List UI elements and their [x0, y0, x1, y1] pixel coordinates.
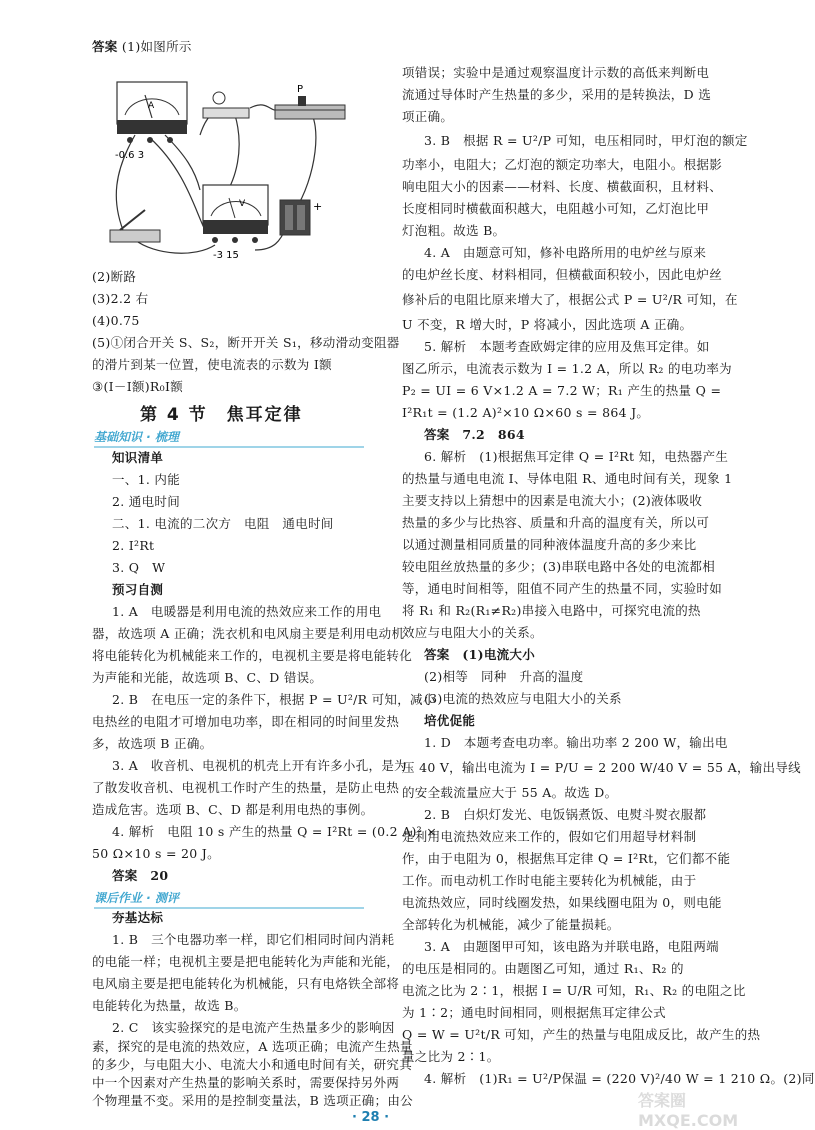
text-line: 1. D 本题考查电功率。输出功率 2 200 W，输出电: [424, 735, 728, 750]
text-line: 将 R₁ 和 R₂(R₁≠R₂)串接入电路中，可探究电流的热: [402, 603, 701, 618]
text-line: 项错误；实验中是通过观察温度计示数的高低来判断电: [402, 65, 710, 80]
answer-5a: (5)①闭合开关 S、S₂，断开开关 S₁，移动滑动变阻器: [92, 335, 400, 350]
section-tag-homework: 课后作业 · 测评: [94, 891, 179, 905]
voltmeter-label: V: [239, 199, 246, 209]
text-line: 了散发收音机、电视机工作时产生的热量，是防止电热: [92, 780, 400, 795]
text-line: I²R₁t = (1.2 A)²×10 Ω×60 s = 864 J。: [402, 405, 650, 420]
text-line: 功率小，电阻大；乙灯泡的额定功率大，电阻小。根据影: [402, 157, 723, 172]
text-line: 器，故选项 A 正确；洗衣机和电风扇主要是利用电动机: [92, 626, 405, 641]
battery-plus: +: [313, 200, 323, 213]
text-line: 3. A 由题图甲可知，该电路为并联电路，电阻两端: [424, 939, 719, 954]
text-line: 是利用电流热效应来工作的，假如它们用超导材料制: [402, 829, 697, 844]
text-line: 2. B 在电压一定的条件下，根据 P = U²/R 可知，减小: [112, 692, 436, 707]
text-line: 项正确。: [402, 109, 454, 124]
answer-5c: ③(I－I额)R₀I额: [92, 379, 183, 394]
answer-5b: 的滑片到某一位置，使电流表的示数为 I额: [92, 357, 332, 372]
rheostat: [275, 84, 345, 119]
page-number: · 28 ·: [352, 1110, 390, 1125]
subheading: 知识清单: [112, 450, 164, 465]
answer-4: (4)0.75: [92, 313, 140, 328]
list-item: 2. I²Rt: [112, 538, 155, 553]
answer-line: 答案 20: [112, 868, 169, 883]
text-line: 多，故选项 B 正确。: [92, 736, 213, 751]
text-line: 响电阻大小的因素——材料、长度、横截面积，且材料、: [402, 179, 723, 194]
ammeter-range: -0.6 3: [115, 150, 145, 161]
text-line: 主要支持以上猜想中的因素是电流大小；(2)液体吸收: [402, 493, 703, 508]
text-line: 长度相同时横截面积越大，电阻越小可知，乙灯泡比甲: [402, 201, 710, 216]
text-line: 6. 解析 (1)根据焦耳定律 Q = I²Rt 知，电热器产生: [424, 449, 729, 464]
section-tag-basic: 基础知识 · 梳理: [94, 430, 179, 444]
text-line: 较电阻丝放热量的多少；(3)串联电路中各处的电流都相: [402, 559, 716, 574]
subheading: 培优促能: [424, 713, 476, 728]
list-item: 二、1. 电流的二次方 电阻 通电时间: [112, 516, 334, 531]
answer-line: [92, 40, 192, 54]
text-line: 个物理量不变。采用的是控制变量法，B 选项正确；由公: [92, 1093, 413, 1108]
text-line: (2)相等 同种 升高的温度: [424, 669, 584, 684]
section-rule: [94, 446, 364, 448]
answer-text: (1)如图所示: [121, 39, 192, 54]
section-rule: [94, 907, 364, 909]
text-line: 50 Ω×10 s = 20 J。: [92, 846, 220, 861]
text-line: 全部转化为机械能，减少了能量损耗。: [402, 917, 620, 932]
text-line: (3)电流的热效应与电阻大小的关系: [424, 691, 622, 706]
text-line: 的热量与通电电流 I、导体电阻 R、通电时间有关，现象 1: [402, 471, 733, 486]
text-line: 热量的多少与比热容、质量和升高的温度有关，所以可: [402, 515, 710, 530]
subheading: 夯基达标: [112, 910, 164, 925]
text-line: 量之比为 2∶1。: [402, 1049, 500, 1064]
text-line: 电流热效应，同时线圈发热，如果线圈电阻为 0，则电能: [402, 895, 722, 910]
text-line: 效应与电阻大小的关系。: [402, 625, 543, 640]
text-line: 的电炉丝长度、材料相同，但横截面积较小，因此电炉丝: [402, 267, 723, 282]
text-line: 2. B 白炽灯发光、电饭锅煮饭、电熨斗熨衣服都: [424, 807, 707, 822]
text-line: 的多少，与电阻大小、电流大小和通电时间有关，研究其: [92, 1057, 413, 1072]
text-line: 图乙所示，电流表示数为 I = 1.2 A，所以 R₂ 的电功率为: [402, 361, 732, 376]
text-line: 的电压是相同的。由题图乙可知，通过 R₁、R₂ 的: [402, 961, 684, 976]
subheading: 预习自测: [112, 582, 164, 597]
list-item: 3. Q W: [112, 560, 166, 575]
text-line: 压 40 V，输出电流为 I = P/U = 2 200 W/40 V = 55 A，输出导线: [402, 760, 801, 775]
watermark-logo: [638, 1088, 739, 1130]
text-line: 素，探究的是电流的热效应，A 选项正确；电流产生热量: [92, 1039, 413, 1054]
text-line: 灯泡粗。故选 B。: [402, 223, 506, 238]
text-line: 以通过测量相同质量的同种液体温度升高的多少来比: [402, 537, 697, 552]
text-line: 4. 解析 电阻 10 s 产生的热量 Q = I²Rt = (0.2 A)² ×: [112, 824, 437, 839]
text-line: 等，通电时间相等，阻值不同产生的热量不同，实验时如: [402, 581, 723, 596]
text-line: 2. C 该实验探究的是电流产生热量多少的影响因: [112, 1020, 395, 1035]
bulb: [203, 92, 249, 118]
list-item: 一、1. 内能: [112, 472, 180, 487]
text-line: 流通过导体时产生热量的多少，采用的是转换法，D 选: [402, 87, 711, 102]
switch: [110, 210, 160, 242]
text-line: U 不变，R 增大时，P 将减小，因此选项 A 正确。: [402, 317, 693, 332]
text-line: 为 1∶2；通电时间相同，则根据焦耳定律公式: [402, 1005, 666, 1020]
answer-line: 答案 7.2 864: [424, 427, 525, 442]
chapter-title: 第 4 节 焦耳定律: [140, 405, 303, 425]
text-line: 工作。而电动机工作时电能主要转化为机械能，由于: [402, 873, 697, 888]
ammeter-label: A: [148, 101, 155, 111]
text-line: 修补后的电阻比原来增大了，根据公式 P = U²/R 可知，在: [402, 292, 738, 307]
text-line: 电风扇主要是把电能转化为机械能，只有电烙铁全部将: [92, 976, 400, 991]
circuit-diagram: [95, 60, 355, 260]
rheostat-label: P: [297, 84, 304, 95]
text-line: 5. 解析 本题考查欧姆定律的应用及焦耳定律。如: [424, 339, 710, 354]
text-line: 1. A 电暖器是利用电流的热效应来工作的用电: [112, 604, 382, 619]
text-line: 3. B 根据 R = U²/P 可知，电压相同时，甲灯泡的额定: [424, 133, 748, 148]
text-line: 为声能和光能，故选项 B、C、D 错误。: [92, 670, 323, 685]
text-line: P₂ = UI = 6 V×1.2 A = 7.2 W；R₁ 产生的热量 Q =: [402, 383, 722, 398]
text-line: 电热丝的电阻才可增加电功率，即在相同的时间里发热: [92, 714, 400, 729]
text-line: 3. A 收音机、电视机的机壳上开有许多小孔，是为: [112, 758, 407, 773]
text-line: 的安全载流量应大于 55 A。故选 D。: [402, 785, 618, 800]
text-line: 1. B 三个电器功率一样，即它们相同时间内消耗: [112, 932, 395, 947]
text-line: 的电能一样；电视机主要是把电能转化为声能和光能，: [92, 954, 400, 969]
answer-line: 答案 (1)电流大小: [424, 647, 536, 662]
answer-3: (3)2.2 右: [92, 291, 149, 306]
list-item: 2. 通电时间: [112, 494, 180, 509]
watermark-text: 答案圈 MXQE.COM: [638, 1091, 739, 1130]
ammeter: [115, 82, 187, 161]
text-line: 4. 解析 (1)R₁ = U²/P保温 = (220 V)²/40 W = 1 210 Ω。(2)同: [424, 1071, 815, 1086]
answer-head: 答案: [92, 39, 118, 54]
text-line: 电能转化为热量，故选 B。: [92, 998, 247, 1013]
text-line: 作，由于电阻为 0，根据焦耳定律 Q = I²Rt，它们都不能: [402, 851, 731, 866]
text-line: 电流之比为 2∶1，根据 I = U/R 可知，R₁、R₂ 的电阻之比: [402, 983, 746, 998]
answer-2: (2)断路: [92, 269, 137, 284]
battery: [280, 200, 322, 235]
text-line: 中一个因素对产生热量的影响关系时，需要保持另外两: [92, 1075, 400, 1090]
text-line: 造成危害。选项 B、C、D 都是利用电热的事例。: [92, 802, 374, 817]
text-line: 4. A 由题意可知，修补电路所用的电炉丝与原来: [424, 245, 707, 260]
text-line: 将电能转化为机械能来工作的，电视机主要是将电能转化: [92, 648, 413, 663]
text-line: Q = W = U²t/R 可知，产生的热量与电阻成反比，故产生的热: [402, 1027, 761, 1042]
voltmeter-range: -3 15: [213, 250, 239, 261]
